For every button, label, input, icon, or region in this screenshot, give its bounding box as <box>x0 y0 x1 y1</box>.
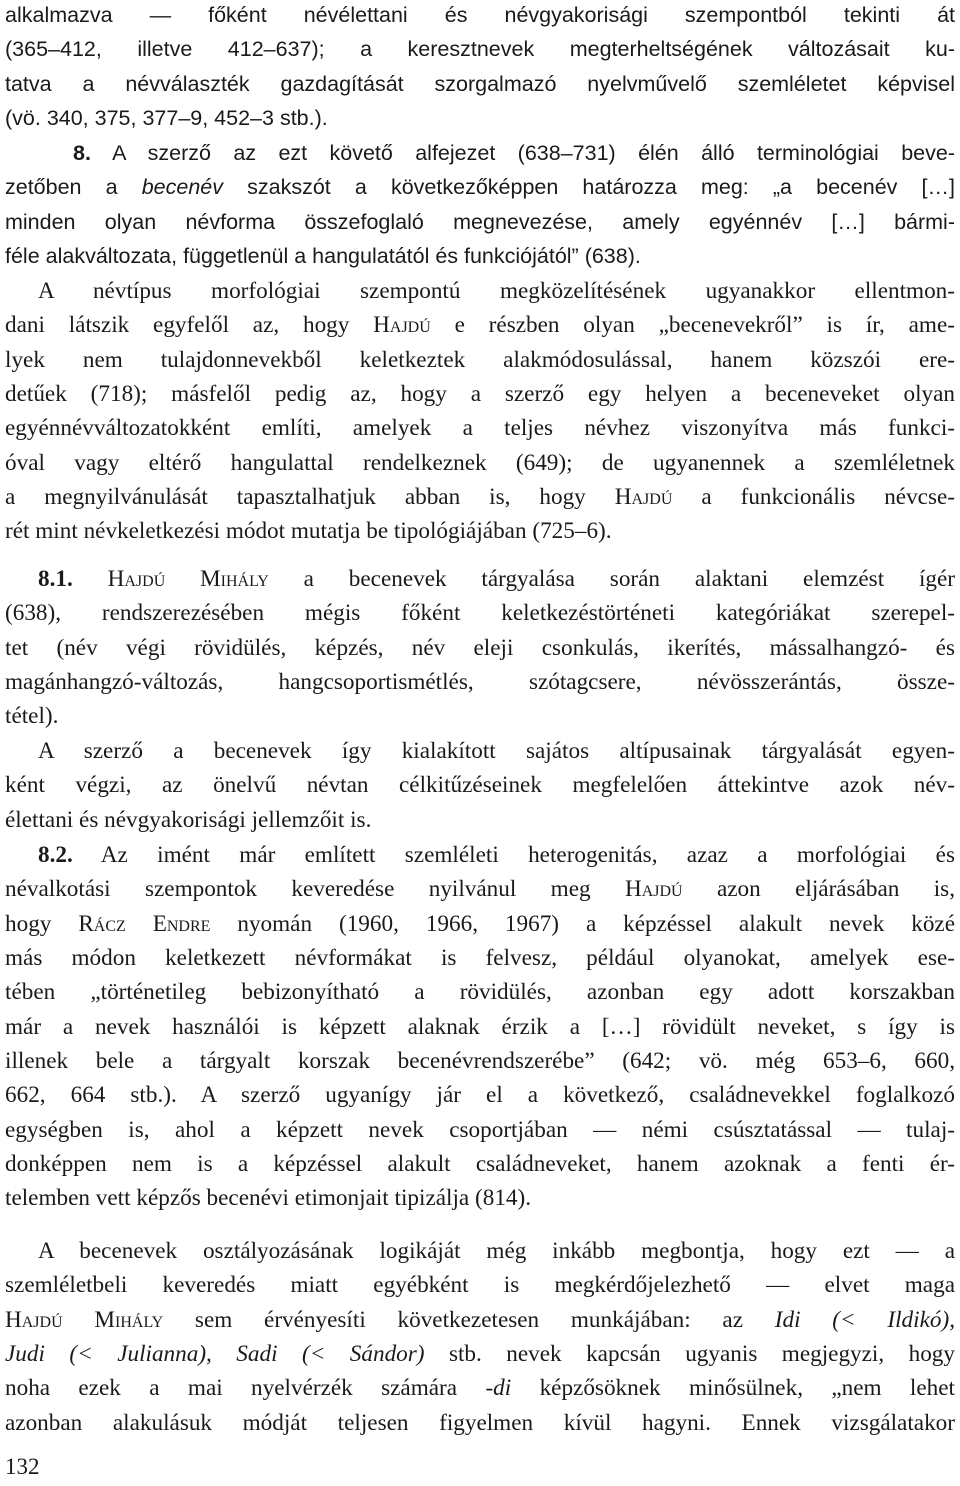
author-name: Rácz Endre <box>78 910 211 937</box>
section-number: 8.2. <box>38 842 73 868</box>
text-line: óval vagy eltérő hangulattal rendelkeznek (649); de ugyanennek a szemléletnek <box>5 449 955 476</box>
text-line <box>5 170 955 204</box>
text-line <box>5 1371 955 1405</box>
text-line: donképpen nem is a képzéssel alakult családneveket, hanem azoknak a fenti ér- <box>5 1151 955 1178</box>
text-line: egységben is, ahol a képzett nevek csoportjában — némi csúsztatással — tulaj- <box>5 1116 955 1143</box>
text-run: A szerző a becenevek így kialakított sajátos altípusainak tárgyalását egyen- <box>38 738 955 764</box>
text-line <box>5 1337 955 1371</box>
text-line: féle alakváltozata, függetlenül a hangulatától és funkciójától” (638). <box>5 244 641 269</box>
paragraph-1 <box>5 0 955 135</box>
paragraph-3 <box>5 274 955 549</box>
text-run: névalkotási szempontok keveredése nyilvánul meg <box>5 876 625 903</box>
text-run: képzősöknek minősülnek, „nem lehet <box>511 1375 955 1402</box>
italic-suffix: -di <box>485 1375 512 1402</box>
text-line: egyénnévváltozatokként említi, amelyek a teljes névhez viszonyítva más funkci- <box>5 415 955 442</box>
text-line: 662, 664 stb.). A szerző ugyanígy jár el a következő, családnevekkel foglalkozó <box>5 1082 955 1109</box>
text-line: (638), rendszerezésében mégis főként keletkezéstörténeti kategóriákat szerepel- <box>5 600 955 627</box>
text-run <box>73 566 108 592</box>
author-name: Hajdú <box>614 484 673 511</box>
text-run: zetőben a <box>5 175 142 200</box>
text-line: más módon keletkezett névformákat is felvesz, például olyanokat, amelyek ese- <box>5 945 955 972</box>
paragraph-section-8 <box>5 136 955 273</box>
italic-example: Idi (< Ildikó), <box>774 1306 955 1333</box>
section-number: 8.1. <box>38 566 73 592</box>
text-line: (365–412, illetve 412–637); a keresztnevek megterheltségének változásait ku- <box>5 37 955 62</box>
text-line: szemléletbeli keveredés miatt egyébként is megkérdőjelezhető — elvet maga <box>5 1272 955 1299</box>
text-run: Az imént már említett szemléleti heterogenitás, azaz a morfológiai és <box>72 842 955 868</box>
text-line: detűek (718); másfelől pedig az, hogy a szerző egy helyen a beceneveket olyan <box>5 381 955 408</box>
italic-term: becenév <box>141 175 224 200</box>
text-run: dani látszik egyfelől az, hogy <box>5 312 374 339</box>
text-run: noha ezek a mai nyelvérzék számára <box>5 1375 486 1402</box>
text-run: stb. nevek kapcsán ugyanis megjegyzi, hogy <box>424 1341 955 1368</box>
text-run: szakszót a következőképpen határozza meg: „a becenév […] <box>223 175 955 200</box>
text-line: (vö. 340, 375, 377–9, 452–3 stb.). <box>5 106 328 131</box>
text-line: tatva a névválaszték gazdagítását szorgalmazó nyelvművelő szemléletet képvisel <box>5 71 955 96</box>
text-run: e részben olyan „becenevekről” is ír, ame- <box>430 312 955 339</box>
text-line: alkalmazva — főként névélettani és névgyakorisági szempontból tekinti át <box>5 3 955 27</box>
paragraph-5 <box>5 734 955 837</box>
text-line: ként végzi, az önelvű névtan célkitűzéseinek megfelelően áttekintve azok név- <box>5 772 955 799</box>
text-run: a funkcionális névcse- <box>672 484 955 511</box>
text-run: nyomán (1960, 1966, 1967) a képzéssel alakult nevek közé <box>210 910 956 937</box>
author-name: Hajdú Mihály <box>107 566 269 592</box>
text-line <box>5 734 955 768</box>
section-number: 8. <box>73 141 91 165</box>
text-line <box>5 274 955 308</box>
text-line: már a nevek használói is képzett alaknak érzik a […] rövidült neveket, s így is <box>5 1013 955 1040</box>
text-line <box>5 480 955 514</box>
text-line <box>5 308 955 342</box>
text-line: lyek nem tulajdonnevekből keletkeztek alakmódosulással, hanem közszói ere- <box>5 346 955 373</box>
text-run: A névtípus morfológiai szempontú megközelítésének ugyanakkor ellentmon- <box>38 278 955 304</box>
paragraph-section-8-1 <box>5 562 955 734</box>
text-run: hogy <box>5 910 79 937</box>
text-line: azonban alakulásuk módját teljesen figyelmen kívül hagyni. Ennek vizsgálatakor <box>5 1409 955 1436</box>
text-line: minden olyan névforma összefoglaló megnevezése, amely egyénnév […] bármi- <box>5 209 955 234</box>
text-line <box>5 1303 955 1337</box>
text-line: élettani és névgyakorisági jellemzőit is. <box>5 806 372 833</box>
text-line <box>5 136 955 170</box>
paragraph-7 <box>5 1234 955 1440</box>
text-line: magánhangzó-változás, hangcsoportismétlés, szótagcsere, névösszerántás, össze- <box>5 669 955 696</box>
text-line: illenek bele a tárgyalt korszak becenévrendszerébe” (642; vö. még 653–6, 660, <box>5 1048 955 1075</box>
author-name: Hajdú <box>373 312 431 339</box>
text-run: azon eljárásában is, <box>682 876 956 903</box>
text-run: a becenevek tárgyalása során alaktani elemzést ígér <box>268 566 956 592</box>
text-run: A szerző az ezt követő alfejezet (638–731) élén álló terminológiai beve- <box>90 141 955 165</box>
text-line <box>5 838 955 872</box>
italic-example: Judi (< Julianna), Sadi (< Sándor) <box>5 1341 425 1368</box>
text-run: sem érvényesíti következetesen munkájában: az <box>163 1306 775 1333</box>
text-run: A becenevek osztályozásának logikáját még inkább megbontja, hogy ezt — a <box>38 1238 955 1264</box>
author-name: Hajdú <box>624 876 683 903</box>
text-line: tétel). <box>5 703 59 730</box>
text-line: rét mint névkeletkezési módot mutatja be tipológiájában (725–6). <box>5 518 612 545</box>
text-line <box>5 1234 955 1268</box>
author-name: Hajdú Mihály <box>5 1306 164 1333</box>
text-line: tet (név végi rövidülés, képzés, név eleji csonkulás, ikerítés, mássalhangzó- és <box>5 634 955 661</box>
text-line: tében „történetileg bebizonyítható a rövidülés, azonban egy adott korszakban <box>5 979 955 1006</box>
page-number: 132 <box>5 1454 40 1479</box>
paragraph-section-8-2 <box>5 838 955 1216</box>
text-line <box>5 907 955 941</box>
text-line: telemben vett képzős becenévi etimonjait tipizálja (814). <box>5 1185 532 1212</box>
text-run: a megnyilvánulását tapasztalhatjuk abban is, hogy <box>5 484 615 511</box>
text-line <box>5 562 955 596</box>
text-line <box>5 872 955 906</box>
